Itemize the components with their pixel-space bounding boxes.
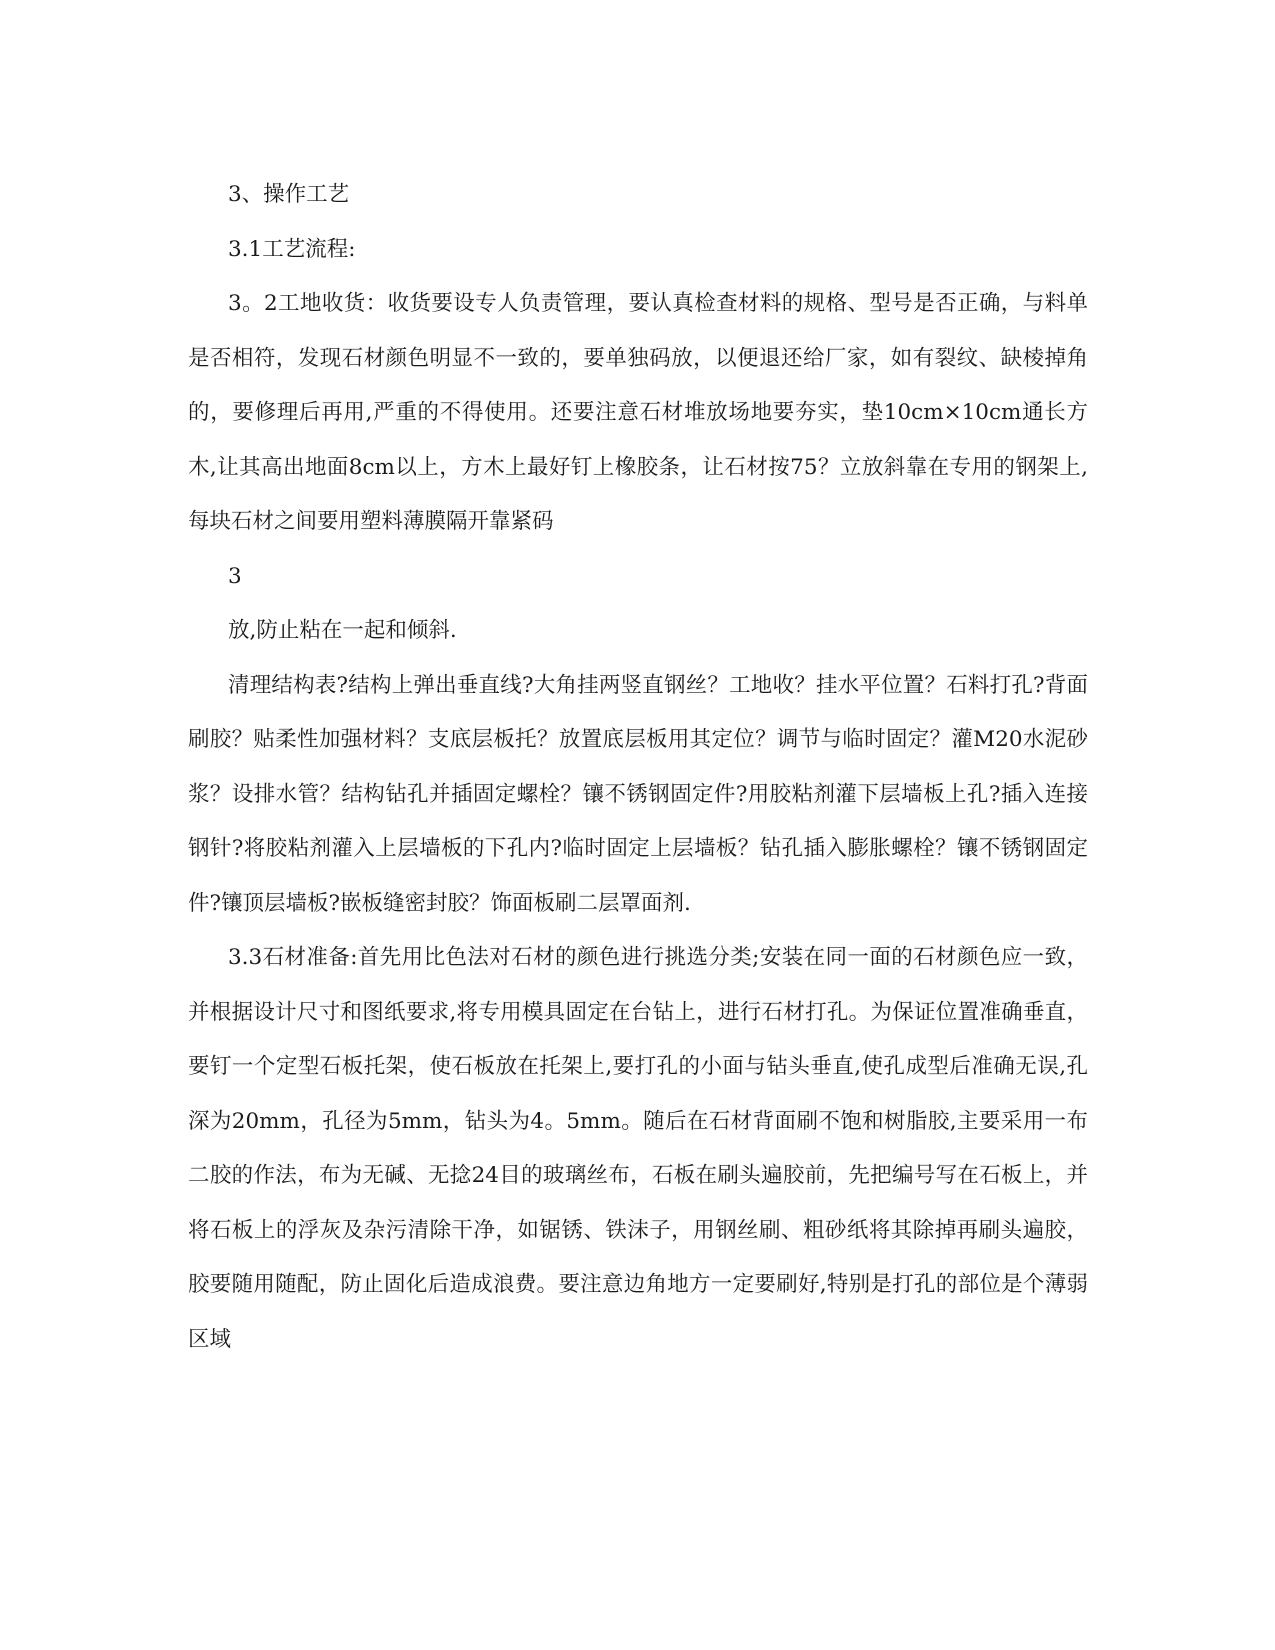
- subsection-heading-flow: 3.1工艺流程:: [228, 236, 356, 262]
- document-body: [188, 168, 1088, 1367]
- paragraph-continuation: 放,防止粘在一起和倾斜.: [228, 618, 457, 643]
- paragraph-process-steps: 清理结构表?结构上弹出垂直线?大角挂两竖直钢丝？工地收？挂水平位置？石料打孔?背面刷胶？贴柔性加强材料？支底层板托？放置底层板用其定位？调节与临时固定？灌M20水泥砂浆？设排水管？结构钻孔并插固定螺栓？镶不锈钢固定件?用胶粘剂灌下层墙板上孔?插入连接钢针?将胶粘剂灌入上层墙板的下孔内?临时固定上层墙板？钻孔插入膨胀螺栓？镶不锈钢固定件?镶顶层墙板?嵌板缝密封胶？饰面板刷二层罩面剂.: [188, 672, 1088, 916]
- page-number: 3: [228, 563, 242, 589]
- paragraph-stone-preparation: 3.3石材准备:首先用比色法对石材的颜色进行挑选分类;安装在同一面的石材颜色应一致，并根据设计尺寸和图纸要求,将专用模具固定在台钻上，进行石材打孔。为保证位置准确垂直，要钉一个定型石板托架，使石板放在托架上,要打孔的小面与钻头垂直,使孔成型后准确无误,孔深为20mm，孔径为5mm，钻头为4。5mm。随后在石材背面刷不饱和树脂胶,主要采用一布二胶的作法，布为无碱、无捻24目的玻璃丝布，石板在刷头遍胶前，先把编号写在石板上，并将石板上的浮灰及杂污清除干净，如锯锈、铁沫子，用钢丝刷、粗砂纸将其除掉再刷头遍胶，胶要随用随配，防止固化后造成浪费。要注意边角地方一定要刷好,特别是打孔的部位是个薄弱区域: [188, 945, 1088, 1352]
- section-heading: 3、操作工艺: [228, 182, 350, 207]
- paragraph-site-receiving: 3。2工地收货：收货要设专人负责管理，要认真检查材料的规格、型号是否正确，与料单是否相符，发现石材颜色明显不一致的，要单独码放，以便退还给厂家，如有裂纹、缺棱掉角的，要修理后再用,严重的不得使用。还要注意石材堆放场地要夯实，垫10cm×10cm通长方木,让其高出地面8cm以上，方木上最好钉上橡胶条，让石材按75？立放斜靠在专用的钢架上,每块石材之间要用塑料薄膜隔开靠紧码: [188, 291, 1088, 534]
